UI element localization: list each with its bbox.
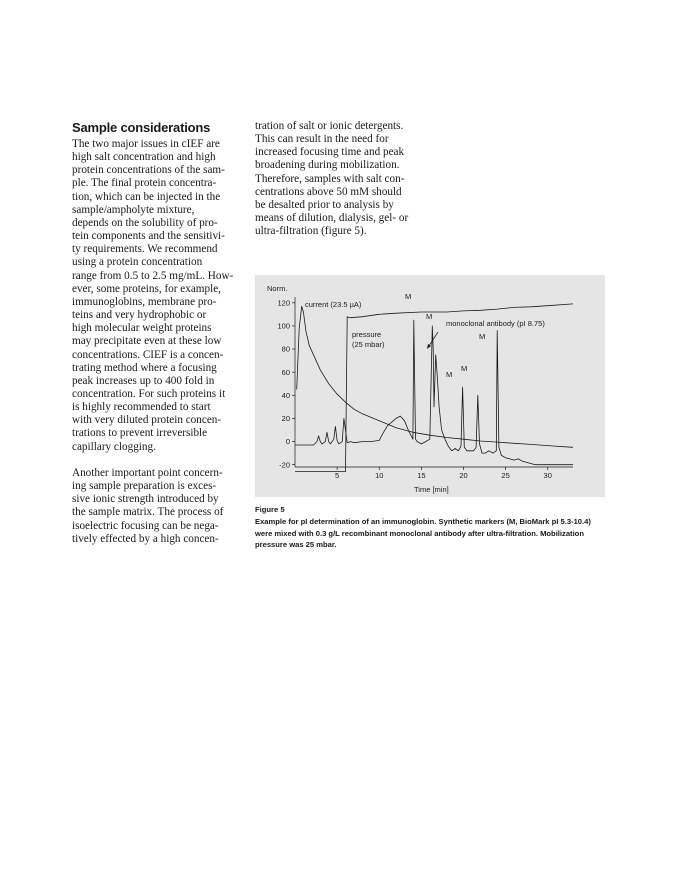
text-line: tration of salt or ionic detergents. [255,120,404,132]
x-tick-label: 10 [375,471,384,480]
text-line: sample/ampholyte mixture, [72,203,195,216]
text-line: be desalted prior to analysis by [255,198,394,211]
annotation-pressure-value: (25 mbar) [352,340,385,349]
text-line: means of dilution, dialysis, gel- or [255,212,409,225]
text-line: ever, some proteins, for example, [72,282,221,295]
text-line: isoelectric focusing can be nega- [72,519,219,532]
x-tick-label: 25 [501,471,510,480]
text-line: teins and very hydrophobic or [72,309,207,322]
electropherogram-chart [255,275,605,497]
y-axis-label: Norm. [267,284,288,293]
text-line: is highly recommended to start [72,401,211,414]
text-line: centrations above 50 mM should [255,185,402,198]
text-line: Therefore, samples with salt con- [255,172,405,185]
annotation-pressure: pressure [352,330,382,339]
right-column [255,120,427,238]
paragraph-3 [255,120,427,238]
figure-label: Figure 5 [255,505,285,514]
left-column [72,138,244,546]
text-line: may precipitate even at these low [72,335,222,348]
caption-line: were mixed with 0.3 g/L recombinant monoclonal antibody after ultra-filtration. Mobilization [255,528,584,538]
text-line: tion, which can be injected in the [72,190,221,203]
text-line: trating method where a focusing [72,361,217,374]
text-line: with very diluted protein concen- [72,414,222,427]
text-line: high molecular weight proteins [72,322,212,335]
y-tick-label: 0 [285,437,290,447]
text-line: This can result in the need for [255,133,389,146]
paragraph-2 [72,467,244,546]
paragraph-1 [72,138,244,454]
y-tick-label: 120 [277,298,290,308]
text-line: trations to prevent irreversible [72,427,208,440]
text-line: high salt concentration and high [72,151,216,164]
annotation-antibody: monoclonal antibody (pI 8.75) [446,319,545,328]
antibody-pointer-arrowhead [427,344,431,349]
signal-trace [295,320,573,465]
text-line: ing sample preparation is exces- [72,480,217,493]
text-line: The two major issues in cIEF are [72,138,220,150]
caption-line: pressure was 25 mbar. [255,540,337,549]
text-line: concentrations. CIEF is a concen- [72,348,224,361]
y-tick-label: -20 [279,460,290,470]
text-line: ple. The final protein concentra- [72,177,217,190]
text-line: Another important point concern- [72,466,223,479]
text-line: broadening during mobilization. [255,159,400,172]
text-line: increased focusing time and peak [255,146,405,159]
text-line: tively effected by a high concen- [72,532,219,545]
x-tick-label: 5 [335,471,340,480]
text-line: range from 0.5 to 2.5 mg/mL. How- [72,269,234,282]
annotation-marker-m: M [461,364,468,373]
y-tick-label: 60 [281,367,290,377]
annotation-marker-m: M [426,312,433,321]
caption-line: Example for pI determination of an immunoglobin. Synthetic markers (M, BioMark pI 5.3-10.4) [255,517,591,526]
x-tick-label: 15 [417,471,426,480]
section-heading: Sample considerations [72,120,211,135]
text-line: sive ionic strength introduced by [72,493,219,506]
text-line: capillary clogging. [72,440,156,453]
annotation-marker-m: M [446,370,453,379]
text-line: using a protein concentration [72,256,203,269]
text-line: ultra-filtration (figure 5). [255,225,367,238]
antibody-pointer-line [429,332,438,346]
x-tick-label: 30 [543,471,552,480]
y-tick-label: 20 [281,414,290,424]
y-tick-label: 80 [281,344,290,354]
annotation-current: current (23.5 µA) [305,300,362,309]
text-line: immunoglobins, membrane pro- [72,295,217,308]
y-tick-label: 100 [277,321,290,331]
text-line: depends on the solubility of pro- [72,216,218,229]
text-line: concentration. For such proteins it [72,387,226,400]
figure-caption [255,516,605,551]
y-tick-label: 40 [281,390,290,400]
annotation-marker-m: M [479,332,486,341]
annotation-marker-m: M [405,292,412,301]
x-axis-label: Time [min] [414,485,449,494]
text-line: protein concentrations of the sam- [72,164,225,177]
text-line: ty requirements. We recommend [72,243,218,256]
x-tick-label: 20 [459,471,468,480]
text-line: tein components and the sensitivi- [72,230,225,243]
text-line: peak increases up to 400 fold in [72,374,215,387]
text-line: the sample matrix. The process of [72,506,224,519]
